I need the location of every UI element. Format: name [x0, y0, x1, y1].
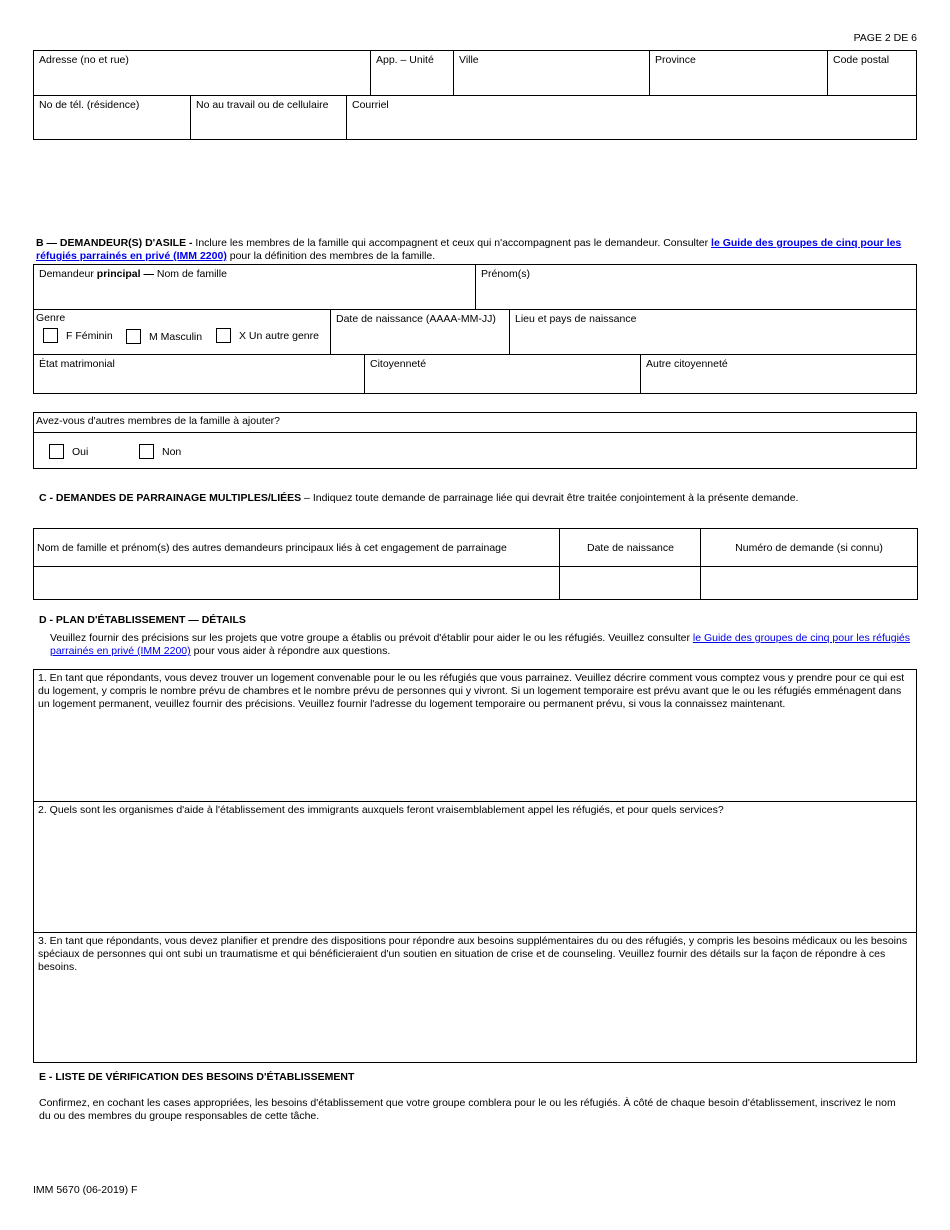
city-field[interactable] — [453, 51, 650, 95]
section-e-intro: Confirmez, en cochant les cases appropriées, les besoins d'établissement que votre groupe comblera pour le ou les réfugiés. À côté de chaque besoin d'établissement, inscrivez le nom du ou des membres du groupe responsables de cette tâche. — [39, 1097, 896, 1122]
gender-male-label: M Masculin — [149, 330, 203, 343]
city-label: Ville — [459, 54, 479, 66]
more-family-yes-option[interactable] — [49, 444, 88, 459]
email-label: Courriel — [352, 99, 389, 111]
given-names-label: Prénom(s) — [481, 268, 531, 280]
province-label: Province — [655, 54, 696, 66]
street-field[interactable] — [34, 51, 370, 95]
settlement-plan-table — [33, 669, 917, 1063]
more-family-box — [33, 412, 917, 469]
linked-applications-table — [33, 528, 918, 600]
section-b-intro: Inclure les membres de la famille qui accompagnent et ceux qui n'accompagnent pas le demandeur. Consulter — [192, 237, 712, 249]
dob-field[interactable] — [330, 309, 510, 354]
street-label: Adresse (no et rue) — [39, 54, 129, 66]
col-header-names: Nom de famille et prénom(s) des autres demandeurs principaux liés à cet engagement de parrainage — [37, 541, 507, 554]
question-2-text: 2. Quels sont les organismes d'aide à l'établissement des immigrants auxquels feront vraisemblablement appel les réfugiés, et pour quels services? — [38, 804, 724, 816]
more-family-no-checkbox[interactable] — [139, 444, 154, 459]
question-1-field[interactable] — [34, 670, 916, 801]
dob-label: Date de naissance (AAAA-MM-JJ) — [336, 313, 496, 325]
marital-status-field[interactable] — [34, 354, 365, 393]
section-c-heading — [39, 492, 919, 505]
gender-other-label: X Un autre genre — [239, 329, 319, 342]
other-citizenship-label: Autre citoyenneté — [646, 358, 728, 370]
gender-other-checkbox[interactable] — [216, 328, 231, 343]
gender-female-option[interactable] — [43, 328, 113, 343]
more-family-no-option[interactable] — [139, 444, 181, 459]
gender-label: Genre — [36, 312, 66, 324]
postal-code-label: Code postal — [833, 54, 890, 66]
section-d-guide-link[interactable]: le Guide des groupes de cinq pour les réfugiés parrainés en privé (IMM 2200) — [50, 632, 911, 657]
gender-female-checkbox[interactable] — [43, 328, 58, 343]
given-names-field[interactable] — [475, 265, 916, 309]
birthplace-field[interactable] — [509, 309, 916, 354]
home-phone-label: No de tél. (résidence) — [39, 99, 140, 111]
page-number: PAGE 2 DE 6 — [853, 32, 917, 44]
work-phone-label: No au travail ou de cellulaire — [196, 99, 329, 111]
gender-male-checkbox[interactable] — [126, 329, 141, 344]
section-c-title: C - DEMANDES DE PARRAINAGE MULTIPLES/LIÉES — [39, 492, 302, 504]
form-id: IMM 5670 (06-2019) F — [33, 1184, 138, 1196]
gender-male-option[interactable] — [126, 329, 202, 344]
section-b-title: B — DEMANDEUR(S) D'ASILE - — [36, 237, 193, 249]
unit-label: App. – Unité — [376, 54, 434, 66]
section-c-intro: – Indiquez toute demande de parrainage liée qui devrait être traitée conjointement à la présente demande. — [301, 492, 799, 504]
birthplace-label: Lieu et pays de naissance — [515, 313, 637, 325]
unit-field[interactable] — [370, 51, 454, 95]
section-e-title: E - LISTE DE VÉRIFICATION DES BESOINS D'ÉTABLISSEMENT — [39, 1071, 355, 1083]
gender-other-option[interactable] — [216, 328, 319, 343]
col-header-app-number: Numéro de demande (si connu) — [700, 529, 917, 566]
more-family-no-label: Non — [162, 445, 182, 458]
col-header-dob: Date de naissance — [559, 529, 701, 566]
more-family-question: Avez-vous d'autres membres de la famille à ajouter? — [36, 415, 281, 427]
section-d-intro: Veuillez fournir des précisions sur les projets que votre groupe a établis ou prévoit d'établir pour aider le ou les réfugiés. Veuillez consulter le Guide des groupes de cinq pour les réfugiés parrainés en privé (IMM 2200) pour vous aider à répondre aux questions. — [50, 632, 911, 657]
section-b-guide-link[interactable]: le Guide des groupes de cinq pour les réfugiés parrainés en privé (IMM 2200) — [36, 237, 902, 262]
question-3-text: 3. En tant que répondants, vous devez planifier et prendre des dispositions pour répondre aux besoins supplémentaires du ou des réfugiés, y compris les besoins médicaux ou les besoins spéciaux de personnes qui ont subi un traumatisme et qui bénéficieraient d'un soutien en situation de crise et de counseling. Veuillez fournir des détails sur la façon de répondre à ces besoins. — [38, 935, 908, 973]
linked-dob-input[interactable] — [559, 566, 701, 599]
question-1-text: 1. En tant que répondants, vous devez trouver un logement convenable pour le ou les réfugiés que vous parrainez. Veuillez décrire comment vous comptez vous y prendre pour ce qui est du logement, y compris le nombre prévu de chambres et le nombre prévu de personnes qui y vivront. Si un logement temporaire est prévu avant que le ou les réfugiés emménagent dans un logement permanent, veuillez fournir des précisions. Veuillez fournir l'adresse du logement temporaire ou permanent prévu, si vous la connaissez maintenant. — [38, 672, 905, 710]
home-phone-field[interactable] — [34, 95, 191, 139]
other-citizenship-field[interactable] — [640, 354, 916, 393]
citizenship-field[interactable] — [364, 354, 641, 393]
work-phone-field[interactable] — [190, 95, 347, 139]
more-family-yes-checkbox[interactable] — [49, 444, 64, 459]
email-field[interactable] — [346, 95, 916, 139]
question-2-field[interactable] — [34, 801, 916, 932]
linked-names-input[interactable] — [34, 566, 560, 599]
section-b-intro-suffix: pour la définition des membres de la famille. — [226, 250, 436, 262]
section-d-title: D - PLAN D'ÉTABLISSEMENT — DÉTAILS — [39, 614, 246, 626]
marital-status-label: État matrimonial — [39, 358, 115, 370]
address-table — [33, 50, 917, 140]
more-family-yes-label: Oui — [72, 445, 89, 458]
gender-female-label: F Féminin — [66, 329, 113, 342]
section-b-heading — [36, 237, 916, 263]
postal-code-field[interactable] — [827, 51, 916, 95]
question-3-field[interactable] — [34, 932, 916, 1062]
applicant-surname-field[interactable] — [34, 265, 476, 309]
citizenship-label: Citoyenneté — [370, 358, 427, 370]
linked-app-number-input[interactable] — [700, 566, 917, 599]
province-field[interactable] — [649, 51, 828, 95]
applicant-surname-label: Demandeur principal — Nom de famille — [39, 268, 227, 280]
